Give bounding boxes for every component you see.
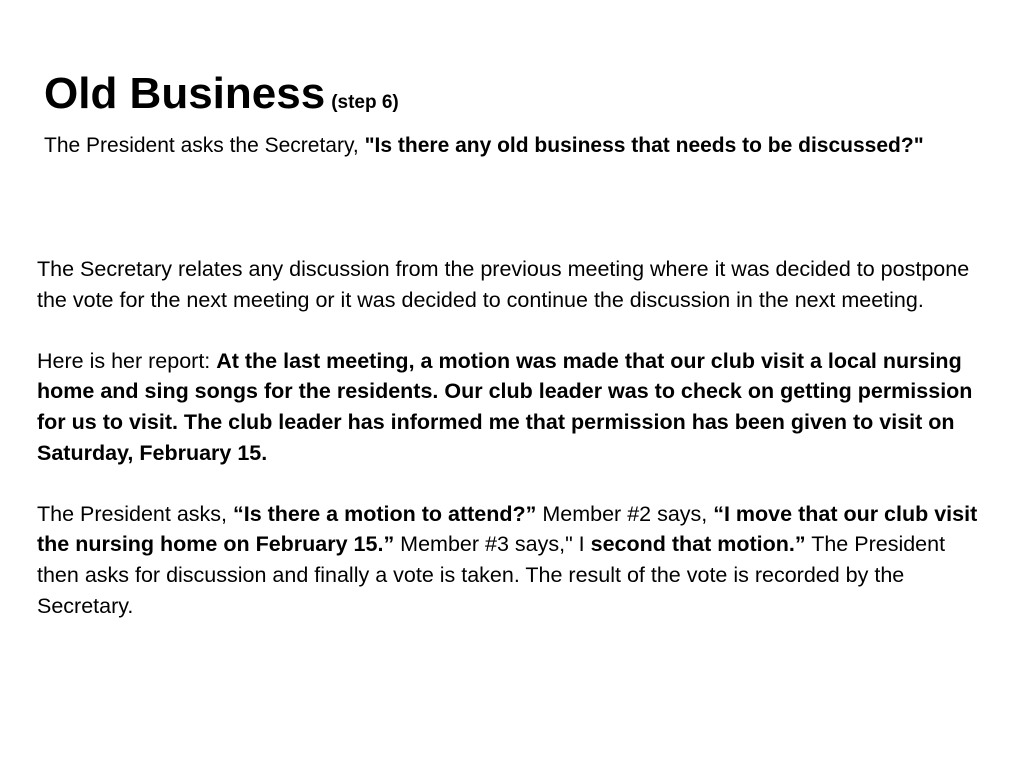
motion-part3: Member #3 says," I (394, 532, 591, 557)
step-label: (step 6) (331, 92, 399, 113)
report-text: At the last meeting, a motion was made that our club visit a local nursing home and sing songs for the residents. Our club leader was to check on getting permission for us to visit. The club leader has informed me that permission has been given to visit on Saturday, February 15. (37, 348, 973, 465)
motion-part4: The President then asks for discussion and finally a vote is taken. The result of the vote is recorded by the Secretary. (37, 532, 946, 618)
motion-quote3: second that motion.” (590, 532, 806, 557)
paragraph-secretary-relates: The Secretary relates any discussion from the previous meeting where it was decided to postpone the vote for the next meeting or it was decided to continue the discussion in the next meeting. (37, 257, 970, 312)
motion-part1: The President asks, (37, 501, 233, 526)
header (44, 66, 984, 161)
intro-text (44, 130, 984, 161)
paragraph-report (37, 346, 987, 468)
paragraph-motion (37, 499, 987, 621)
intro-quote: "Is there any old business that needs to be discussed?" (364, 134, 924, 157)
intro-plain: The President asks the Secretary, (44, 134, 365, 157)
body-text (37, 254, 987, 621)
motion-quote1: “Is there a motion to attend?” (232, 501, 537, 526)
motion-part2: Member #2 says, (536, 501, 714, 526)
title-line (44, 66, 984, 132)
report-lead: Here is her report: (37, 348, 217, 373)
motion-quote2: “I move that our club visit the nursing home on February 15.” (37, 501, 978, 557)
page-title: Old Business (44, 69, 326, 118)
